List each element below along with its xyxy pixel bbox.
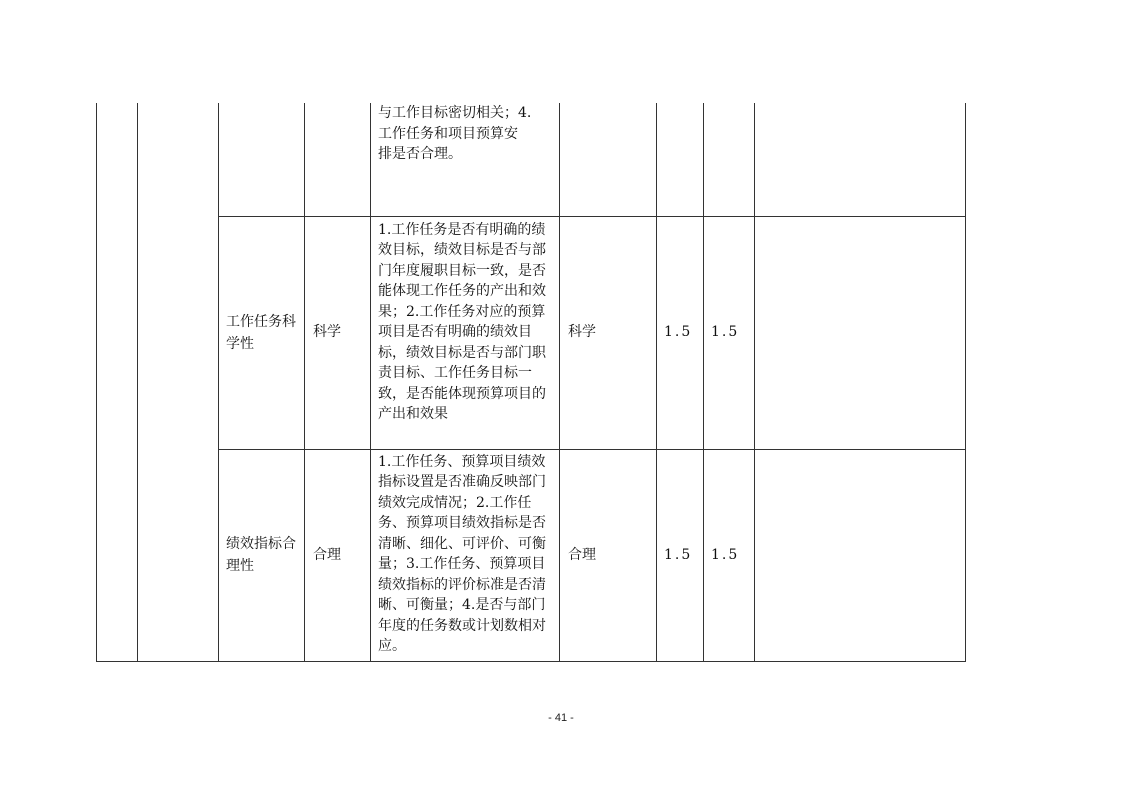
level3-indicator-cell: 工作任务科学性 <box>219 216 305 449</box>
evaluation-table <box>96 103 966 662</box>
page-number: - 41 - <box>548 712 574 724</box>
indicator-description-cell: 与工作目标密切相关；4. 工作任务和项目预算安 排是否合理。 <box>371 103 560 216</box>
remark-cell <box>755 449 966 661</box>
evaluation-standard-cell: 合理 <box>560 449 657 661</box>
level2-indicator-cell <box>138 103 219 661</box>
level3-indicator-cell: 绩效指标合理性 <box>219 449 305 661</box>
table-row-continued <box>97 103 966 216</box>
full-score-cell: 1.5 <box>657 449 704 661</box>
remark-cell <box>755 216 966 449</box>
score-cell: 1.5 <box>704 449 755 661</box>
table-row <box>97 216 966 449</box>
evaluation-standard-cell: 科学 <box>560 216 657 449</box>
level1-indicator-cell <box>97 103 138 661</box>
indicator-key-cell <box>305 103 371 216</box>
indicator-key-cell: 合理 <box>305 449 371 661</box>
indicator-description-cell: 1.工作任务、预算项目绩效指标设置是否准确反映部门绩效完成情况；2.工作任务、预算项目绩效指标是否清晰、细化、可评价、可衡量；3.工作任务、预算项目绩效指标的评价标准是否清晰、可衡量；4.是否与部门年度的任务数或计划数相对应。 <box>371 449 560 661</box>
indicator-description-cell: 1.工作任务是否有明确的绩效目标，绩效目标是否与部门年度履职目标一致，是否能体现工作任务的产出和效果；2.工作任务对应的预算项目是否有明确的绩效目标，绩效目标是否与部门职责目标、工作任务目标一致，是否能体现预算项目的产出和效果 <box>371 216 560 449</box>
full-score-cell: 1.5 <box>657 216 704 449</box>
score-cell <box>704 103 755 216</box>
remark-cell <box>755 103 966 216</box>
table-row <box>97 449 966 661</box>
score-cell: 1.5 <box>704 216 755 449</box>
level3-indicator-cell <box>219 103 305 216</box>
indicator-key-cell: 科学 <box>305 216 371 449</box>
full-score-cell <box>657 103 704 216</box>
evaluation-standard-cell <box>560 103 657 216</box>
